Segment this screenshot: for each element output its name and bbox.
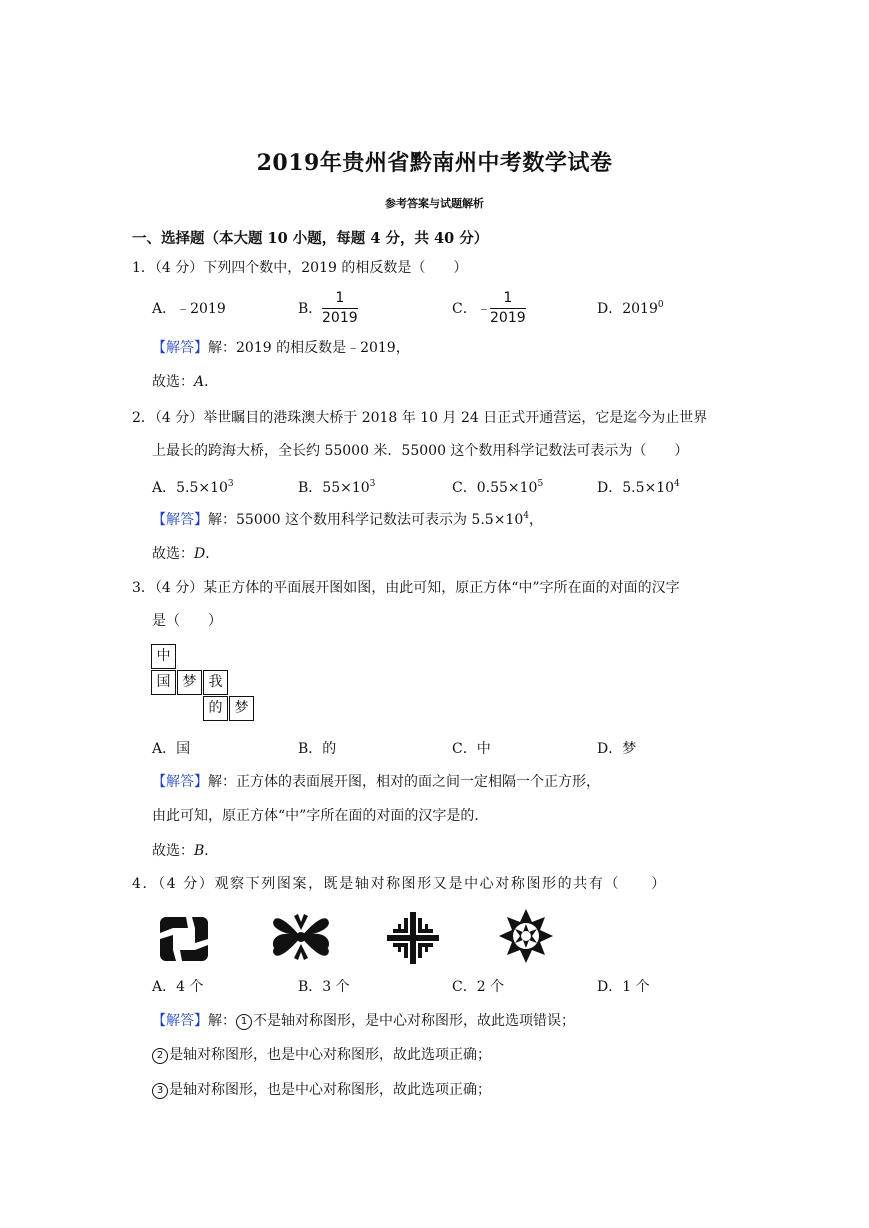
q2-option-d-exponent: 4: [674, 479, 680, 489]
pattern-bow-icon: [270, 910, 332, 964]
q1-option-c-fraction: [490, 290, 526, 327]
cube-net-figure: [151, 644, 261, 724]
q3-choice-suffix: ．: [204, 843, 219, 859]
q2-option-b-text: B．55×10: [298, 480, 370, 496]
q3-answer-line2: 由此可知，原正方体“中”字所在面的对面的汉字是的．: [152, 808, 489, 824]
q4-answer-line3: [152, 1080, 491, 1100]
q1-option-b-denominator: 2019: [322, 310, 358, 326]
q1-option-c-denominator: 2019: [490, 310, 526, 326]
net-cell-meng-2: 梦: [229, 696, 254, 721]
q2-option-c-exponent: 5: [537, 479, 544, 489]
q1-choice-suffix: ．: [204, 374, 219, 390]
pattern-cross-icon: [385, 910, 441, 966]
q1-choice-letter: A: [194, 374, 205, 390]
q1-answer-tag: 【解答】: [152, 340, 208, 356]
q1-option-c-label: C．﹣: [452, 301, 491, 317]
q2-option-b-exponent: 3: [369, 479, 376, 489]
q3-option-c: C．中: [452, 741, 491, 757]
q2-answer-exponent: 4: [523, 511, 529, 521]
q3-option-a: A．国: [152, 741, 191, 757]
q2-option-c-text: C．0.55×10: [452, 480, 538, 496]
q2-answer-tag: 【解答】: [152, 512, 208, 528]
q3-answer: [152, 772, 600, 792]
q1-option-b-numerator: 1: [322, 290, 358, 309]
circled-number-2: 2: [152, 1048, 168, 1064]
net-cell-meng-1: 梦: [177, 670, 202, 695]
q3-choice-letter: B: [194, 843, 205, 859]
net-cell-guo: 国: [151, 670, 176, 695]
q2-stem-line1: 2．（4 分）举世瞩目的港珠澳大桥于 2018 年 10 月 24 日正式开通营运，它是迄今为止世界: [132, 410, 708, 426]
q3-stem-line2: 是（ ）: [152, 613, 222, 629]
q2-choice-prefix: 故选：: [152, 546, 194, 562]
q2-answer-end: ，: [528, 512, 543, 528]
page-subtitle: 参考答案与试题解析: [385, 197, 484, 210]
q4-option-c: C．2 个: [452, 979, 505, 995]
q1-answer: [152, 338, 410, 358]
q1-option-b-fraction: [322, 290, 358, 327]
q2-option-d-text: D．5.5×10: [597, 480, 675, 496]
q4-answer-line1-text: 不是轴对称图形，是中心对称图形，故此选项错误；: [253, 1013, 575, 1029]
q1-option-b-label: B．: [298, 301, 323, 317]
q2-option-c: [452, 477, 543, 497]
net-cell-de: 的: [203, 696, 228, 721]
q2-option-b: [298, 477, 375, 497]
q2-stem-line2: 上最长的跨海大桥，全长约 55000 米．55000 这个数用科学记数法可表示为（ ）: [152, 443, 689, 459]
q1-choice-prefix: 故选：: [152, 374, 194, 390]
q4-answer-line3-text: 是轴对称图形，也是中心对称图形，故此选项正确；: [169, 1082, 491, 1098]
q2-answer-text: 解：55000 这个数用科学记数法可表示为 5.5×10: [208, 512, 524, 528]
q2-choice: [152, 544, 219, 564]
q4-answer-line2: [152, 1045, 491, 1065]
q2-option-d: [597, 477, 680, 497]
q4-answer-line1: [152, 1011, 575, 1031]
q4-answer-tag: 【解答】: [152, 1013, 208, 1029]
q1-choice: [152, 372, 218, 392]
pattern-square-loop-icon: [158, 915, 210, 963]
net-cell-wo: 我: [203, 670, 228, 695]
q4-stem: 4．（4 分）观察下列图案，既是轴对称图形又是中心对称图形的共有（ ）: [132, 876, 667, 892]
q2-option-a: [152, 477, 234, 497]
q3-answer-tag: 【解答】: [152, 774, 208, 790]
section-heading: 一、选择题（本大题 10 小题，每题 4 分，共 40 分）: [132, 230, 489, 247]
q4-answer-line2-text: 是轴对称图形，也是中心对称图形，故此选项正确；: [169, 1047, 491, 1063]
q4-answer-prefix: 解：: [208, 1013, 236, 1029]
circled-number-3: 3: [152, 1083, 168, 1099]
q2-choice-suffix: ．: [205, 546, 220, 562]
q1-option-a: A．﹣2019: [152, 301, 226, 317]
pattern-star-flower-icon: [497, 907, 555, 965]
q2-option-a-text: A．5.5×10: [152, 480, 228, 496]
q4-option-d: D．1 个: [597, 979, 650, 995]
circled-number-1: 1: [236, 1014, 252, 1030]
q2-answer: [152, 510, 543, 530]
q4-option-a: A．4 个: [152, 979, 204, 995]
q1-stem: 1．（4 分）下列四个数中，2019 的相反数是（ ）: [132, 260, 468, 276]
q1-answer-text: 解：2019 的相反数是﹣2019，: [208, 340, 410, 356]
q1-option-d-exponent: 0: [657, 300, 664, 310]
q2-option-a-exponent: 3: [227, 479, 234, 489]
q1-option-d-label: D．2019: [597, 301, 658, 317]
q1-option-c-numerator: 1: [490, 290, 526, 309]
q3-option-b: B．的: [298, 741, 337, 757]
q3-stem-line1: 3．（4 分）某正方体的平面展开图如图，由此可知，原正方体“中”字所在面的对面的汉字: [132, 580, 680, 596]
q4-option-b: B．3 个: [298, 979, 350, 995]
q1-option-d: [597, 298, 664, 318]
q3-option-d: D．梦: [597, 741, 637, 757]
page-title: 2019年贵州省黔南州中考数学试卷: [256, 150, 613, 176]
net-cell-zhong: 中: [151, 644, 176, 669]
q3-answer-text: 解：正方体的表面展开图，相对的面之间一定相隔一个正方形，: [208, 774, 600, 790]
q3-choice-prefix: 故选：: [152, 843, 194, 859]
q2-choice-letter: D: [194, 546, 206, 562]
q3-choice: [152, 841, 218, 861]
